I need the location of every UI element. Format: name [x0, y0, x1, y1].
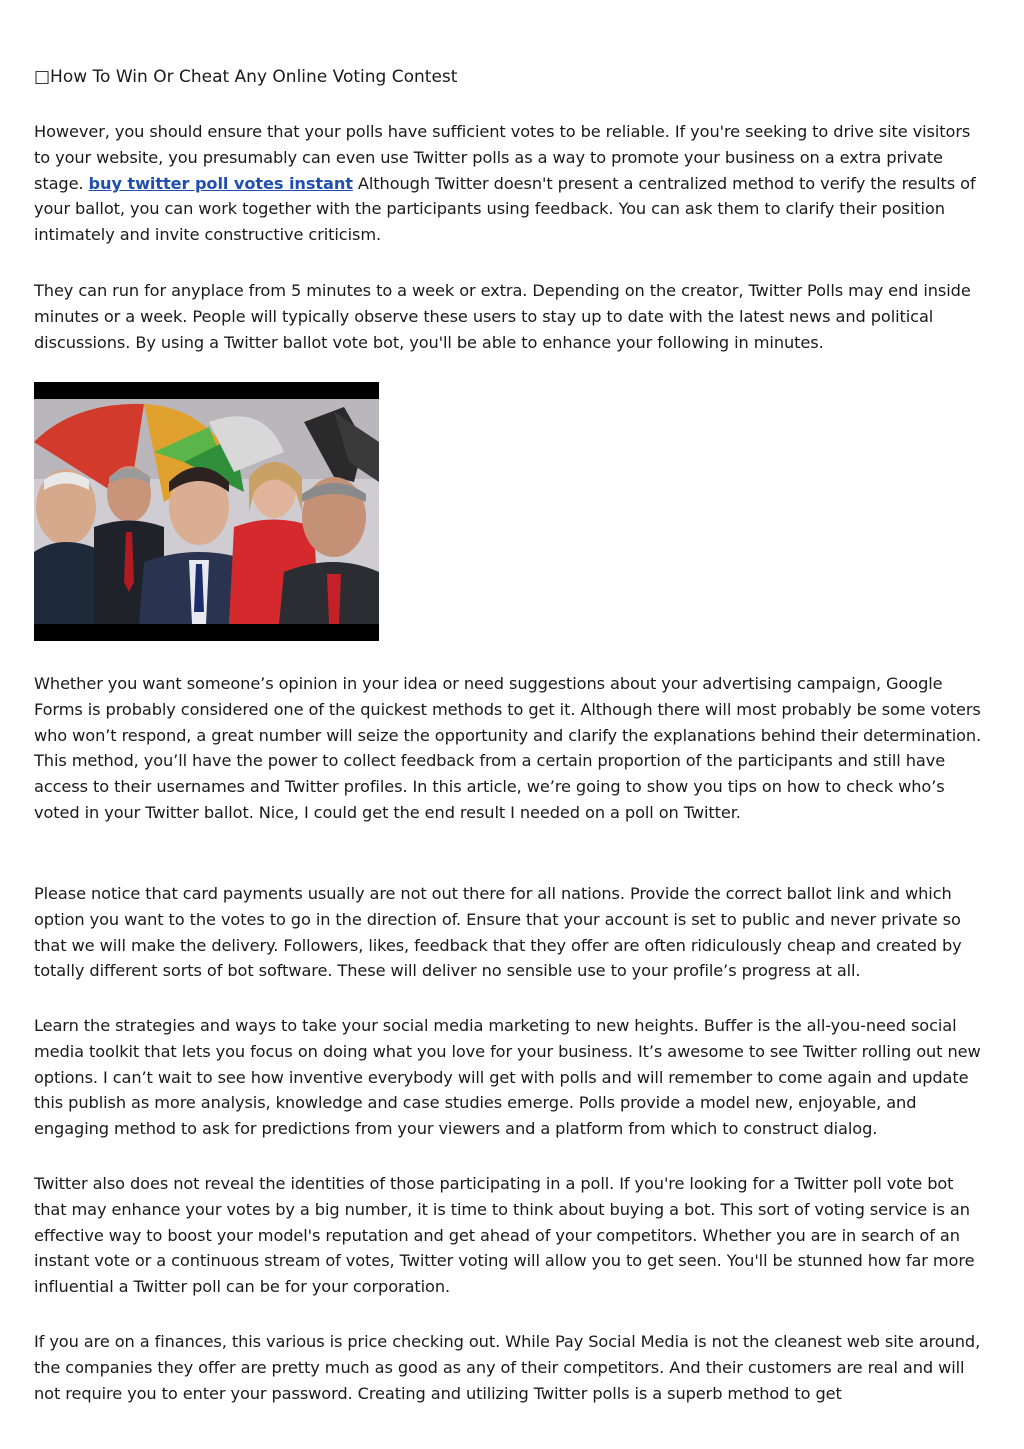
paragraph-6: Twitter also does not reveal the identities of those participating in a poll. If you're looking for a Twitter poll vote bot that may enhance your votes by a big number, it is time to think about buying a bot. This sort of voting service is an effective way to boost your model's reputation and get ahead of your competitors. Whether you are in search of an instant vote or a continuous stream of votes, Twitter voting will allow you to get seen. You'll be stunned how far more influential a Twitter poll can be for your corporation. — [34, 1174, 975, 1297]
paragraph-5: Learn the strategies and ways to take your social media marketing to new heights. Buffer is the all-you-need social media toolkit that lets you focus on doing what you love for your business. It’s awesome to see Twitter rolling out new options. I can’t wait to see how inventive everybody will get with polls and will remember to come again and update this publish as more analysis, knowledge and case studies emerge. Polls provide a model new, enjoyable, and engaging method to ask for predictions from your viewers and a platform from which to construct dialog. — [34, 1016, 981, 1139]
document-title: □How To Win Or Cheat Any Online Voting Contest — [34, 67, 458, 87]
paragraph-4: Please notice that card payments usually are not out there for all nations. Provide the correct ballot link and which option you want to the votes to go in the direction of. Ensure that your account is set to public and never private so that we will make the delivery. Followers, likes, feedback that they offer are often ridiculously cheap and created by totally different sorts of bot software. These will deliver no sensible use to your profile’s progress at all. — [34, 884, 962, 981]
paragraph-3: Whether you want someone’s opinion in your idea or need suggestions about your advertising campaign, Google Forms is probably considered one of the quickest methods to get it. Although there will most probably be some voters who won’t respond, a great number will seize the opportunity and clarify the explanations behind their determination. This method, you’ll have the power to collect feedback from a certain proportion of the participants and still have access to their usernames and Twitter profiles. In this article, we’re going to show you tips on how to check who’s voted in your Twitter ballot. Nice, I could get the end result I needed on a poll on Twitter. — [34, 674, 982, 822]
politicians-poll-photo — [34, 382, 379, 641]
paragraph-1-text-end: Although Twitter doesn't present a centralized method to verify the results of your ballot, you can work together with the participants using feedback. You can ask them to clarify their position intimately and invite constructive criticism. — [34, 173, 976, 245]
paragraph-1-text-start: However, you should ensure that your polls have sufficient votes to be reliable. If you're seeking to drive site visitors to your website, you presumably can even use Twitter polls as a way to promote your business on a extra private stage. — [34, 122, 971, 193]
paragraph-7: If you are on a finances, this various is price checking out. While Pay Social Media is not the cleanest web site around, the companies they offer are pretty much as good as any of their competitors. And their customers are real and will not require you to enter your password. Creating and utilizing Twitter polls is a superb method to get — [34, 1332, 981, 1403]
buy-twitter-poll-votes-link[interactable]: buy twitter poll votes instant — [88, 173, 353, 193]
paragraph-1 — [34, 119, 990, 248]
paragraph-2: They can run for anyplace from 5 minutes to a week or extra. Depending on the creator, Twitter Polls may end inside minutes or a week. People will typically observe these users to stay up to date with the latest news and political discussions. By using a Twitter ballot vote bot, you'll be able to enhance your following in minutes. — [34, 281, 971, 352]
